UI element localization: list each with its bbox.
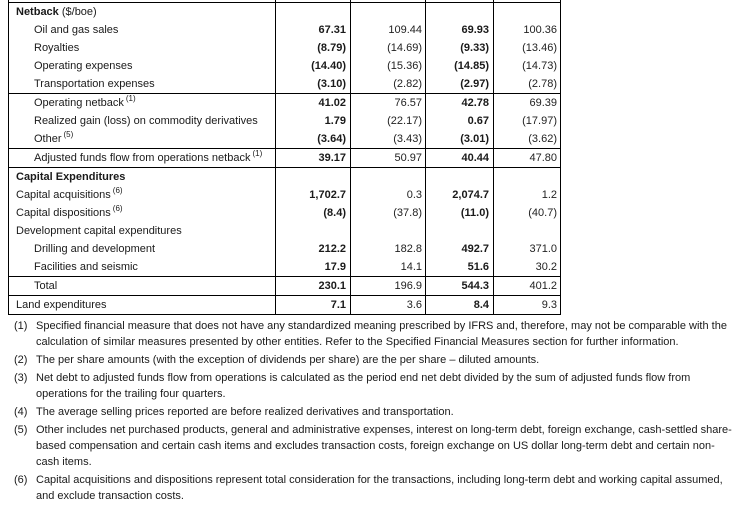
value-cell: 39.17 <box>276 149 351 168</box>
value-cell: (2.82) <box>351 75 426 94</box>
row-label-text: Operating netback <box>34 97 124 109</box>
value-cell: (2.97) <box>426 75 494 94</box>
table-row <box>9 130 561 149</box>
value-cell: 41.02 <box>276 94 351 113</box>
row-label-text: Oil and gas sales <box>34 24 119 36</box>
value-cell: 109.44 <box>351 21 426 39</box>
footnote-text: Specified financial measure that does not have any standardized meaning prescribed by IFRS and, therefore, may not be comparable with the calculation of similar measures presented by other entities. Refer to the Specified Financial Measures section for further information. <box>36 320 727 348</box>
value-cell: 40.44 <box>426 149 494 168</box>
value-cell <box>426 168 494 187</box>
value-cell: 371.0 <box>494 240 561 258</box>
table-row <box>9 39 561 57</box>
table-row <box>9 277 561 296</box>
row-label-text: Transportation expenses <box>34 78 155 90</box>
financial-table <box>8 2 561 315</box>
footnote <box>14 318 734 350</box>
value-cell: (40.7) <box>494 204 561 222</box>
value-cell: 47.80 <box>494 149 561 168</box>
row-label <box>9 149 276 168</box>
value-cell: (14.73) <box>494 57 561 75</box>
table-row <box>9 258 561 277</box>
row-label-text: Adjusted funds flow from operations netback <box>34 152 251 164</box>
section-heading: Capital Expenditures <box>16 171 126 183</box>
value-cell: (11.0) <box>426 204 494 222</box>
footnote-ref: (5) <box>63 130 74 139</box>
capex-header-row <box>9 168 561 187</box>
value-cell: 401.2 <box>494 277 561 296</box>
value-cell: (17.97) <box>494 112 561 130</box>
value-cell: 182.8 <box>351 240 426 258</box>
footnote <box>14 370 734 402</box>
value-cell <box>494 3 561 22</box>
row-label-text: Capital dispositions <box>16 207 111 219</box>
section-unit: ($/boe) <box>58 6 97 18</box>
value-cell: 2,074.7 <box>426 186 494 204</box>
value-cell: 30.2 <box>494 258 561 277</box>
value-cell: (14.69) <box>351 39 426 57</box>
value-cell <box>426 222 494 240</box>
value-cell: (13.46) <box>494 39 561 57</box>
value-cell: (3.10) <box>276 75 351 94</box>
table-row <box>9 94 561 113</box>
row-label-text: Total <box>34 280 58 292</box>
value-cell: (3.64) <box>276 130 351 149</box>
value-cell: (15.36) <box>351 57 426 75</box>
footnote-text: The per share amounts (with the exception of dividends per share) are the per share – diluted amounts. <box>36 354 540 366</box>
footnote-number: (5) <box>14 424 28 436</box>
footnote-text: Capital acquisitions and dispositions represent total consideration for the transactions, including long-term debt and working capital assumed, and exclude transaction costs. <box>36 474 723 502</box>
value-cell: (3.01) <box>426 130 494 149</box>
footnote-number: (3) <box>14 372 28 384</box>
footnote <box>14 472 734 504</box>
value-cell: 42.78 <box>426 94 494 113</box>
table-row <box>9 75 561 94</box>
value-cell <box>494 222 561 240</box>
value-cell <box>276 3 351 22</box>
row-label-text: Land expenditures <box>16 299 107 311</box>
row-label <box>9 296 276 315</box>
table-row <box>9 57 561 75</box>
value-cell <box>494 168 561 187</box>
row-label <box>9 186 276 204</box>
row-label-text: Royalties <box>34 42 80 54</box>
value-cell: (14.40) <box>276 57 351 75</box>
footnote <box>14 422 734 470</box>
footnote <box>14 352 734 368</box>
value-cell: 51.6 <box>426 258 494 277</box>
row-label <box>9 258 276 277</box>
row-label <box>9 168 276 187</box>
value-cell: 8.4 <box>426 296 494 315</box>
netback-header-row <box>9 3 561 22</box>
value-cell: 76.57 <box>351 94 426 113</box>
value-cell: (3.43) <box>351 130 426 149</box>
row-label <box>9 57 276 75</box>
footnote-ref: (1) <box>125 94 136 103</box>
table-row <box>9 296 561 315</box>
footnote-number: (1) <box>14 320 28 332</box>
table-row <box>9 112 561 130</box>
value-cell: 1.2 <box>494 186 561 204</box>
value-cell: (14.85) <box>426 57 494 75</box>
value-cell: 100.36 <box>494 21 561 39</box>
row-label-text: Realized gain (loss) on commodity derivatives <box>34 115 258 127</box>
value-cell: 9.3 <box>494 296 561 315</box>
value-cell: 69.39 <box>494 94 561 113</box>
table-row <box>9 186 561 204</box>
value-cell: (9.33) <box>426 39 494 57</box>
row-label <box>9 94 276 113</box>
value-cell <box>276 168 351 187</box>
value-cell: (22.17) <box>351 112 426 130</box>
value-cell: 17.9 <box>276 258 351 277</box>
row-label <box>9 3 276 22</box>
value-cell: (2.78) <box>494 75 561 94</box>
value-cell: 212.2 <box>276 240 351 258</box>
value-cell: 230.1 <box>276 277 351 296</box>
footnote-text: The average selling prices reported are before realized derivatives and transportation. <box>36 406 454 418</box>
value-cell: 196.9 <box>351 277 426 296</box>
table-row <box>9 149 561 168</box>
value-cell: 69.93 <box>426 21 494 39</box>
value-cell: 3.6 <box>351 296 426 315</box>
value-cell: 67.31 <box>276 21 351 39</box>
row-label <box>9 277 276 296</box>
row-label <box>9 39 276 57</box>
value-cell: 0.3 <box>351 186 426 204</box>
value-cell: 7.1 <box>276 296 351 315</box>
footnote <box>14 404 734 420</box>
footnote-ref: (1) <box>252 149 263 158</box>
value-cell <box>426 3 494 22</box>
value-cell: (8.4) <box>276 204 351 222</box>
value-cell: 14.1 <box>351 258 426 277</box>
row-label-text: Development capital expenditures <box>16 225 182 237</box>
table-row <box>9 21 561 39</box>
table-row <box>9 240 561 258</box>
value-cell: 0.67 <box>426 112 494 130</box>
footnote-text: Net debt to adjusted funds flow from operations is calculated as the period end net debt divided by the sum of adjusted funds flow from operations for the trailing four quarters. <box>36 372 691 400</box>
row-label-text: Other <box>34 133 62 145</box>
value-cell: (8.79) <box>276 39 351 57</box>
value-cell <box>276 222 351 240</box>
footnote-ref: (6) <box>112 186 123 195</box>
row-label <box>9 204 276 222</box>
row-label-text: Drilling and development <box>34 243 156 255</box>
row-label-text: Operating expenses <box>34 60 133 72</box>
value-cell <box>351 3 426 22</box>
value-cell: 1,702.7 <box>276 186 351 204</box>
row-label <box>9 222 276 240</box>
row-label <box>9 240 276 258</box>
footnote-ref: (6) <box>112 204 123 213</box>
value-cell: (3.62) <box>494 130 561 149</box>
row-label <box>9 21 276 39</box>
footnote-number: (6) <box>14 474 28 486</box>
footnote-text: Other includes net purchased products, general and administrative expenses, interest on long-term debt, foreign exchange, cash-settled share-based compensation and certain cash items and excludes transaction costs, foreign exchange on US dollar long-term debt and certain non-cash items. <box>36 424 732 468</box>
table-row <box>9 204 561 222</box>
table-row <box>9 222 561 240</box>
value-cell: 544.3 <box>426 277 494 296</box>
value-cell <box>351 168 426 187</box>
footnote-number: (4) <box>14 406 28 418</box>
value-cell: (37.8) <box>351 204 426 222</box>
section-heading: Netback <box>16 6 59 18</box>
footnote-number: (2) <box>14 354 28 366</box>
value-cell <box>351 222 426 240</box>
row-label <box>9 112 276 130</box>
row-label <box>9 75 276 94</box>
value-cell: 1.79 <box>276 112 351 130</box>
value-cell: 50.97 <box>351 149 426 168</box>
row-label-text: Capital acquisitions <box>16 189 111 201</box>
row-label-text: Facilities and seismic <box>34 261 138 273</box>
row-label <box>9 130 276 149</box>
value-cell: 492.7 <box>426 240 494 258</box>
footnotes <box>14 318 734 506</box>
